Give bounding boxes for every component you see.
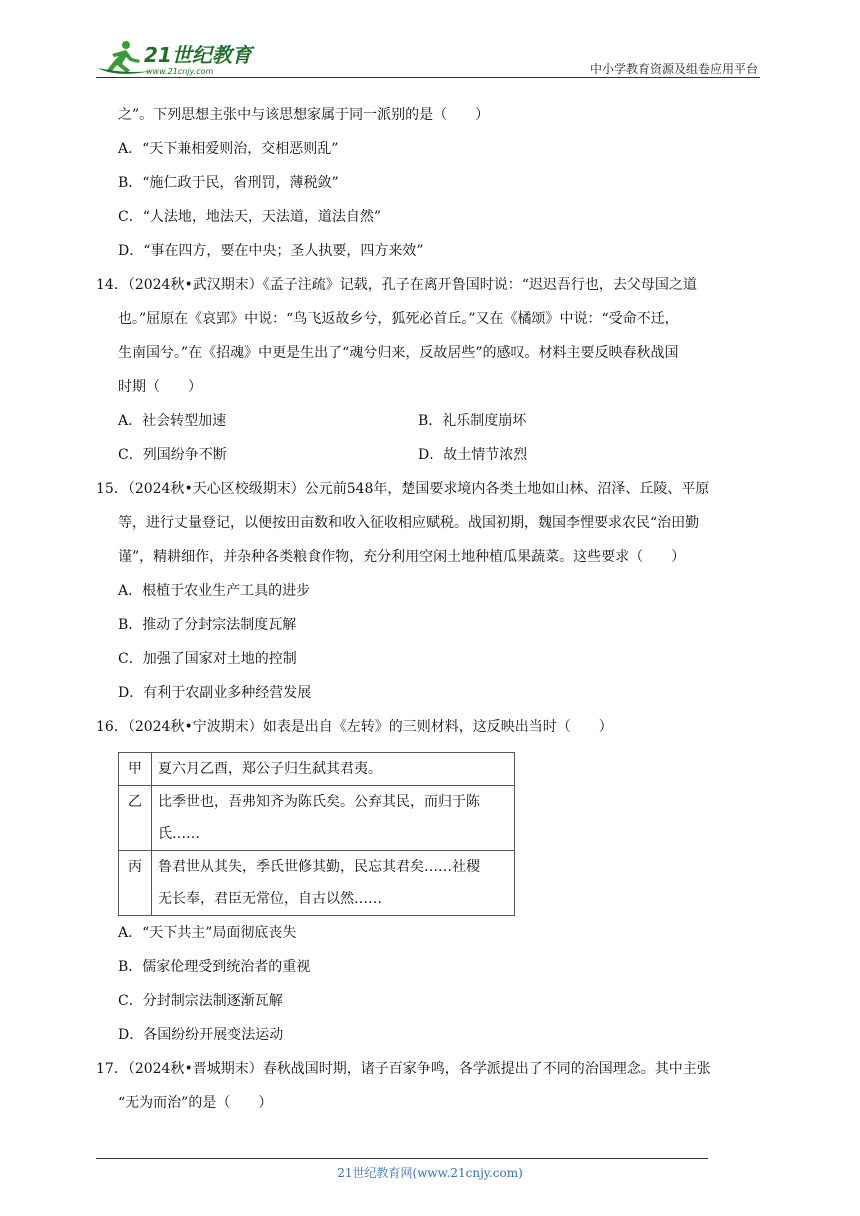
- q15-stem-line-2: 等，进行丈量登记，以便按田亩数和收入征收相应赋税。战国初期，魏国李悝要求农民“治田勤: [118, 515, 700, 531]
- footer-link[interactable]: 21世纪教育网(www.21cnjy.com): [337, 1166, 523, 1180]
- q15-option-c: C．加强了国家对土地的控制: [118, 651, 297, 667]
- svg-text:www.21cnjy.com: www.21cnjy.com: [146, 67, 214, 76]
- question-17: [96, 1056, 778, 1124]
- q13-option-a: A．“天下兼相爱则治，交相恶则乱”: [118, 141, 339, 157]
- table-text: 无长奉，君臣无常位，自古以然……: [158, 891, 382, 907]
- source-table: [118, 752, 515, 916]
- table-key: 甲: [119, 753, 152, 786]
- page-header: [96, 38, 760, 78]
- q17-stem-line-1: 17．（2024秋•晋城期末）春秋战国时期，诸子百家争鸣，各学派提出了不同的治国理念。其中主张: [96, 1061, 711, 1077]
- q13-option-d: D．“事在四方，要在中央；圣人执要，四方来效”: [118, 243, 424, 259]
- question-14: [96, 272, 778, 476]
- question-content: [96, 102, 778, 1124]
- table-row: [119, 786, 515, 851]
- q16-option-c: C．分封制宗法制逐渐瓦解: [118, 993, 283, 1009]
- table-text: 鲁君世从其失，季氏世修其勤，民忘其君矣……社稷: [158, 859, 480, 875]
- q16-option-a: A．“天下共主”局面彻底丧失: [118, 925, 297, 941]
- table-text: 氏……: [158, 826, 200, 842]
- q15-option-d: D．有利于农副业多种经营发展: [118, 685, 312, 701]
- q17-stem-line-2: “无为而治”的是（ ）: [118, 1095, 273, 1111]
- question-15: [96, 476, 778, 714]
- q13-option-c: C．“人法地，地法天，天法道，道法自然”: [118, 209, 382, 225]
- platform-name: 中小学教育资源及组卷应用平台: [589, 62, 758, 76]
- header-divider: [96, 77, 760, 78]
- q14-option-a: A．社会转型加速: [118, 413, 227, 429]
- table-key: 丙: [119, 851, 152, 916]
- table-text: 夏六月乙酉，郑公子归生弑其君夷。: [158, 761, 382, 777]
- q13-option-b: B．“施仁政于民，省刑罚，薄税敛”: [118, 175, 339, 191]
- q16-option-d: D．各国纷纷开展变法运动: [118, 1027, 284, 1043]
- footer-divider: [96, 1158, 708, 1159]
- svg-text:21世纪教育: 21世纪教育: [144, 43, 252, 67]
- table-text: 比季世也，吾弗知齐为陈氏矣。公弃其民，而归于陈: [158, 794, 480, 810]
- q15-stem-line-1: 15．（2024秋•天心区校级期末）公元前548年，楚国要求境内各类土地如山林、沼泽、丘陵、平原: [96, 481, 710, 497]
- table-row: [119, 851, 515, 916]
- question-16: [96, 714, 778, 1056]
- q14-option-d: D．故土情节浓烈: [418, 447, 528, 463]
- q14-option-b: B．礼乐制度崩坏: [418, 413, 527, 429]
- q15-stem-line-3: 谨”，精耕细作，并杂种各类粮食作物，充分利用空闲土地种植瓜果蔬菜。这些要求（ ）: [118, 549, 686, 565]
- q16-option-b: B．儒家伦理受到统治者的重视: [118, 959, 311, 975]
- table-row: [119, 753, 515, 786]
- table-key: 乙: [119, 786, 152, 851]
- q14-option-c: C．列国纷争不断: [118, 447, 227, 463]
- q15-option-b: B．推动了分封宗法制度瓦解: [118, 617, 297, 633]
- q14-stem-line-1: 14．（2024秋•武汉期末）《孟子注疏》记载，孔子在离开鲁国时说：“迟迟吾行也，去父母国之道: [96, 277, 697, 293]
- q13-continuation: 之”。下列思想主张中与该思想家属于同一派别的是（ ）: [118, 107, 490, 123]
- q14-stem-line-2: 也。”屈原在《哀郢》中说：“鸟飞返故乡兮，狐死必首丘。”又在《橘颂》中说：“受命不迁，: [118, 311, 679, 327]
- q14-stem-line-4: 时期（ ）: [118, 379, 202, 395]
- site-logo: [96, 38, 266, 78]
- q14-stem-line-3: 生南国兮。”在《招魂》中更是生出了“魂兮归来，反故居些”的感叹。材料主要反映春秋战国: [118, 345, 679, 361]
- q15-option-a: A．根植于农业生产工具的进步: [118, 583, 311, 599]
- q16-stem: 16．（2024秋•宁波期末）如表是出自《左转》的三则材料，这反映出当时（ ）: [96, 719, 613, 735]
